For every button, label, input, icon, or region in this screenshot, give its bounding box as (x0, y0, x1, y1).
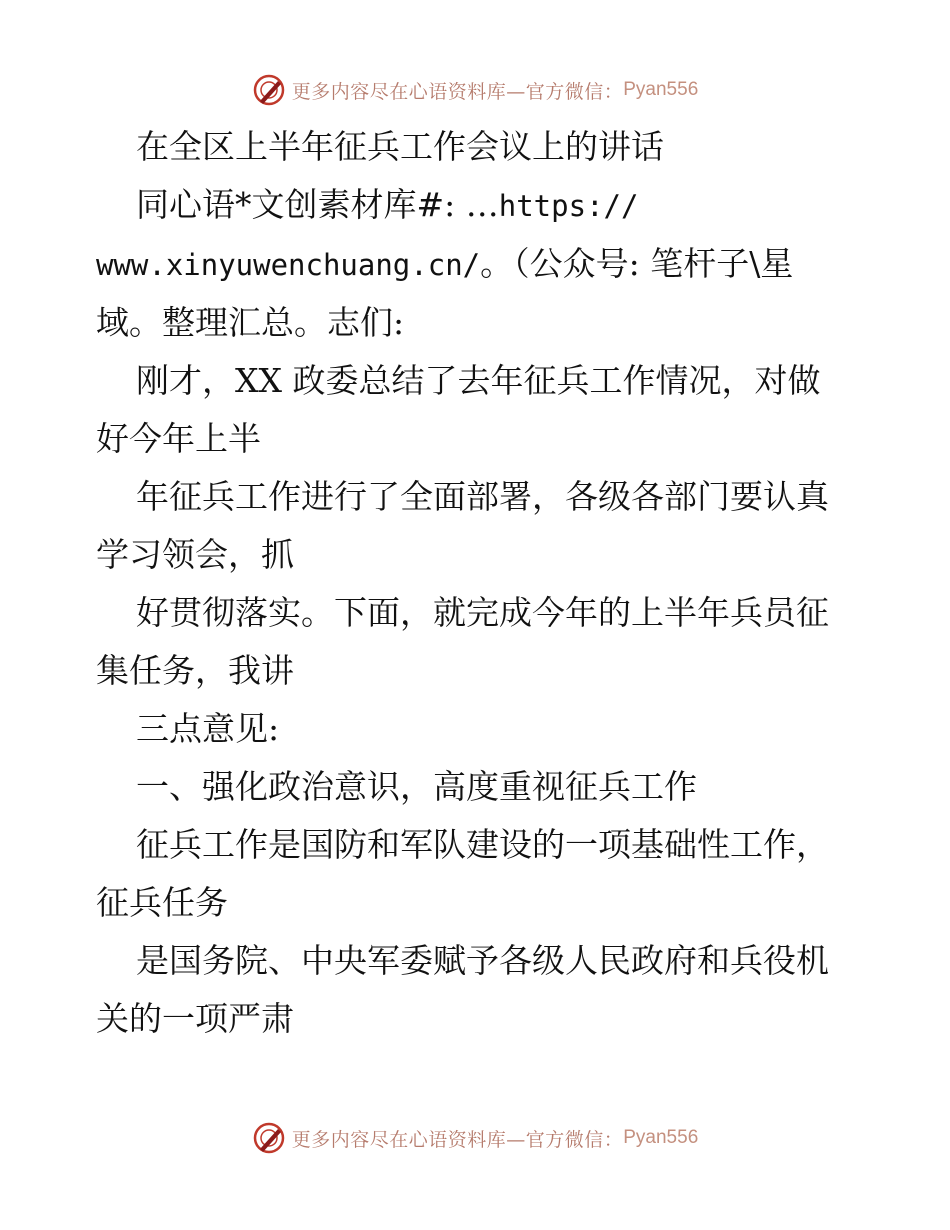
pen-logo-icon (252, 1121, 286, 1155)
source-tail: 域。整理汇总。志们: (96, 303, 405, 342)
paragraph-2-line-1: 年征兵工作进行了全面部署，各级各部门要认真 (136, 477, 829, 516)
banner-text: 更多内容尽在心语资料库—官方微信： (291, 80, 624, 103)
document-body (96, 118, 861, 1048)
paragraph-6-line-2: 关的一项严肃 (96, 999, 294, 1038)
banner-wechat-handle: Pyan556 (623, 1127, 699, 1148)
source-line-2 (96, 235, 861, 294)
pen-logo-icon (252, 73, 286, 107)
banner-wechat-handle: Pyan556 (623, 79, 699, 100)
source-url-part1: https:// (498, 189, 639, 223)
source-prefix: 同心语*文创素材库#: … (136, 185, 499, 224)
document-title: 在全区上半年征兵工作会议上的讲话 (136, 127, 664, 166)
paragraph-2-line-2: 学习领会，抓 (96, 535, 294, 574)
paragraph-5-line-2: 征兵任务 (96, 883, 228, 922)
source-url-part2: www.xinyuwenchuang.cn/ (96, 248, 481, 282)
paragraph-1-line-2: 好今年上半 (96, 419, 261, 458)
section-heading-1: 一、强化政治意识，高度重视征兵工作 (136, 767, 697, 806)
footer-watermark-banner (0, 1116, 950, 1160)
header-watermark-banner (0, 68, 950, 112)
paragraph-1-line-1: 刚才，XX 政委总结了去年征兵工作情况，对做 (136, 361, 821, 400)
source-line-1 (96, 176, 861, 235)
paragraph-3-line-1: 好贯彻落实。下面，就完成今年的上半年兵员征 (136, 593, 829, 632)
paragraph-5-line-1: 征兵工作是国防和军队建设的一项基础性工作， (136, 825, 829, 864)
paragraph-3-line-2: 集任务，我讲 (96, 651, 294, 690)
paragraph-4: 三点意见: (136, 709, 280, 748)
source-suffix: 。（公众号: 笔杆子\星 (480, 244, 794, 283)
paragraph-6-line-1: 是国务院、中央军委赋予各级人民政府和兵役机 (136, 941, 829, 980)
banner-text: 更多内容尽在心语资料库—官方微信： (291, 1128, 624, 1151)
